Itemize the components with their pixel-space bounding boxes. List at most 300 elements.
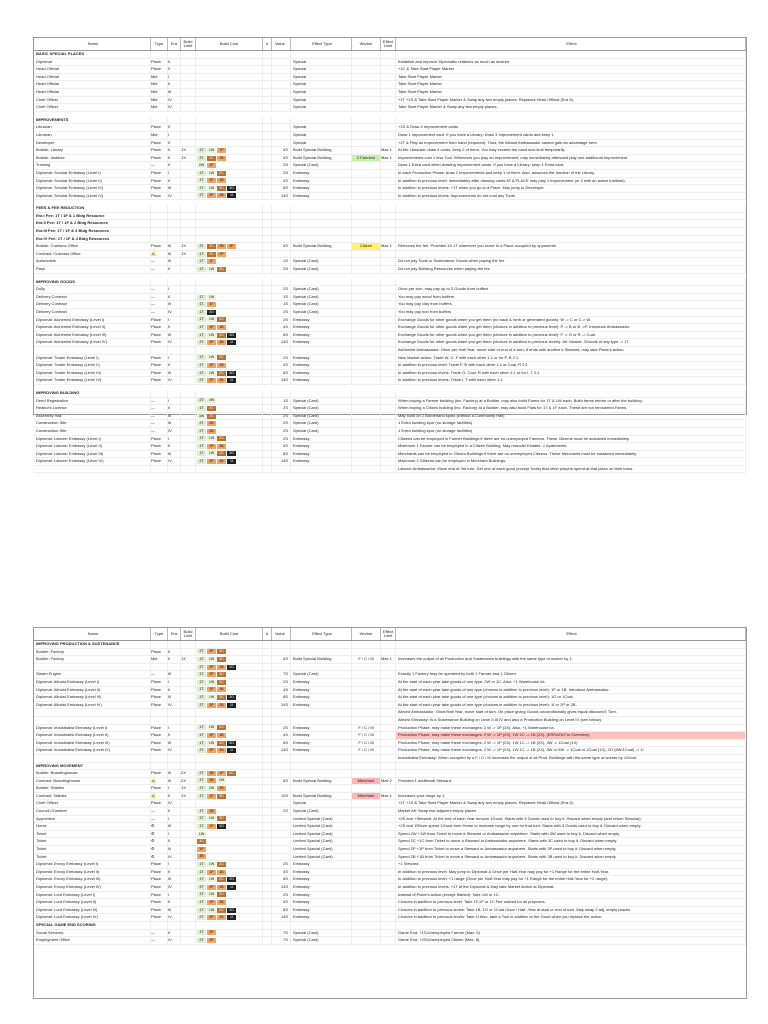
cell-worker bbox=[352, 258, 381, 265]
cell-limit bbox=[181, 892, 196, 899]
cell-value: 14S bbox=[272, 702, 291, 709]
cost-chip: 1T bbox=[197, 930, 206, 935]
cell-cost bbox=[196, 243, 263, 250]
table-row bbox=[34, 140, 746, 148]
cell-effect-type: Embassy bbox=[291, 170, 352, 177]
cell-value bbox=[272, 236, 291, 243]
cell-limit bbox=[181, 717, 196, 724]
cell-limit: 1X bbox=[181, 155, 196, 162]
cost-chip: 1I bbox=[227, 915, 236, 920]
cell-type: — bbox=[151, 286, 168, 293]
cell-worker bbox=[352, 466, 381, 473]
cell-hash bbox=[263, 816, 272, 823]
cell-value bbox=[272, 641, 291, 648]
cell-worker bbox=[352, 413, 381, 420]
cell-name: Builder: Factory bbox=[34, 656, 151, 663]
cost-chip: 1B bbox=[217, 178, 226, 183]
cell-value: 2S bbox=[272, 170, 291, 177]
cell-era: IV bbox=[168, 800, 181, 807]
cell-effect-limit bbox=[381, 362, 396, 369]
cell-hash bbox=[263, 458, 272, 465]
cell-effect-type: Embassy bbox=[291, 869, 352, 876]
cell-value bbox=[272, 770, 291, 777]
cost-chip: 1T bbox=[197, 295, 206, 300]
cell-type: Place bbox=[151, 377, 168, 384]
cell-value bbox=[272, 81, 291, 88]
cost-chip: 2B bbox=[217, 915, 226, 920]
cell-limit bbox=[181, 279, 196, 286]
cell-hash bbox=[263, 436, 272, 443]
cell-type: Place bbox=[151, 907, 168, 914]
cell-limit bbox=[181, 937, 196, 944]
cell-era bbox=[168, 709, 181, 716]
cell-effect: In addition to previous levels: Trade O, Coal, R with each other 1:1 or for I, T 2:1 bbox=[396, 370, 746, 377]
cell-type: Mkt bbox=[151, 104, 168, 111]
cost-chip: 2C bbox=[217, 171, 226, 176]
cell-effect: Spend 2W +1W from Ticket to move a Steward or Ambassador anywhere. Starts with 3W used to buy it. Discard when empty. bbox=[396, 831, 746, 838]
table-row bbox=[34, 370, 746, 378]
table-row bbox=[34, 451, 746, 459]
table-row bbox=[34, 937, 746, 945]
cell-name: Diplomat: Alchemist Embassy (Level II) bbox=[34, 324, 151, 331]
cell-cost bbox=[196, 466, 263, 473]
cell-effect-type: Special bbox=[291, 800, 352, 807]
cell-name: Steam Engine bbox=[34, 671, 151, 678]
section-header bbox=[34, 220, 746, 228]
cost-chip: 1P bbox=[207, 178, 216, 183]
cell-cost bbox=[196, 347, 263, 354]
cell-era: 0 bbox=[168, 147, 181, 154]
cost-chip: 2T bbox=[197, 915, 206, 920]
cell-value: 8S bbox=[272, 876, 291, 883]
cell-effect-limit bbox=[381, 170, 396, 177]
cell-worker bbox=[352, 443, 381, 450]
cell-name: Ticket bbox=[34, 838, 151, 845]
cell-effect-type: Limited Special (Card) bbox=[291, 854, 352, 861]
cell-effect: Production Phase, may make these exchanges: 2 W -> 1P (2X), 1W 2C -> 1B (2X). (ERRATA For Overview) bbox=[396, 732, 746, 739]
cell-effect-limit bbox=[381, 876, 396, 883]
cell-effect-type: Special (Card) bbox=[291, 398, 352, 405]
table-row bbox=[34, 301, 746, 309]
cell-value: 8S bbox=[272, 185, 291, 192]
cell-value: 8S bbox=[272, 740, 291, 747]
cell-effect: In addition to previous level: Immediately after drawing cards AT A PLACE may play 1 Improvement (or 2 with an active Institute). bbox=[396, 178, 746, 185]
cell-era: II bbox=[168, 808, 181, 815]
cell-value: 2S bbox=[272, 317, 291, 324]
cell-value: 4S bbox=[272, 362, 291, 369]
cell-effect-type bbox=[291, 390, 352, 397]
cell-effect-limit bbox=[381, 286, 396, 293]
cell-limit: 1X bbox=[181, 243, 196, 250]
cell-worker bbox=[352, 914, 381, 921]
cell-effect-limit bbox=[381, 687, 396, 694]
cell-effect-type: Embassy bbox=[291, 436, 352, 443]
cell-name: Diplomat: Lord Embassy (Level I) bbox=[34, 892, 151, 899]
cell-worker bbox=[352, 324, 381, 331]
cell-worker: F / C / M bbox=[352, 656, 381, 663]
cell-effect-type: Special (Card) bbox=[291, 420, 352, 427]
cell-effect-type: Special (Card) bbox=[291, 930, 352, 937]
cell-effect bbox=[396, 763, 746, 770]
cell-type: Mkt bbox=[151, 97, 168, 104]
cell-hash bbox=[263, 74, 272, 81]
cell-era: I bbox=[168, 831, 181, 838]
cell-name: IMPROVING GOODS bbox=[34, 279, 151, 286]
cell-value bbox=[272, 124, 291, 131]
cell-value bbox=[272, 800, 291, 807]
cell-hash bbox=[263, 132, 272, 139]
cell-type: Place bbox=[151, 702, 168, 709]
cell-worker bbox=[352, 147, 381, 154]
cost-chip: 1W bbox=[208, 725, 215, 730]
cell-hash bbox=[263, 717, 272, 724]
cost-chip: 1T bbox=[197, 302, 206, 307]
cell-hash bbox=[263, 185, 272, 192]
table-row bbox=[34, 286, 746, 294]
cost-chip: 1W bbox=[208, 332, 215, 337]
cell-hash bbox=[263, 147, 272, 154]
cell-cost bbox=[196, 413, 263, 420]
cell-limit bbox=[181, 838, 196, 845]
cell-worker bbox=[352, 671, 381, 678]
cost-chip: 1T bbox=[197, 809, 206, 814]
cell-hash bbox=[263, 286, 272, 293]
cell-cost bbox=[196, 117, 263, 124]
cell-limit bbox=[181, 816, 196, 823]
cell-name: Builder: Factory bbox=[34, 649, 151, 656]
cell-cost bbox=[196, 170, 263, 177]
cell-value bbox=[272, 89, 291, 96]
cell-value: 2S bbox=[272, 861, 291, 868]
cell-type bbox=[151, 922, 168, 929]
cost-chip: 1W bbox=[208, 877, 215, 882]
cell-effect-type bbox=[291, 117, 352, 124]
cell-value: 4S bbox=[272, 899, 291, 906]
table-row bbox=[34, 147, 746, 155]
cell-era: IV bbox=[168, 458, 181, 465]
cell-value: 2S bbox=[272, 286, 291, 293]
cell-cost bbox=[196, 876, 263, 883]
cell-hash bbox=[263, 892, 272, 899]
cell-hash bbox=[263, 823, 272, 830]
cell-limit bbox=[181, 170, 196, 177]
cell-worker bbox=[352, 808, 381, 815]
cell-limit bbox=[181, 51, 196, 58]
cost-chip: 1T bbox=[197, 333, 206, 338]
cell-type bbox=[151, 755, 168, 762]
cell-worker bbox=[352, 763, 381, 770]
cell-effect bbox=[396, 649, 746, 656]
cell-era: IV bbox=[168, 104, 181, 111]
cell-worker bbox=[352, 294, 381, 301]
cell-era bbox=[168, 205, 181, 212]
cell-era: III bbox=[168, 740, 181, 747]
cell-effect-limit bbox=[381, 755, 396, 762]
table-row bbox=[34, 170, 746, 178]
cell-worker bbox=[352, 816, 381, 823]
table-row bbox=[34, 155, 746, 163]
cell-worker bbox=[352, 892, 381, 899]
cell-effect: +1C & Take Start Player Marker bbox=[396, 66, 746, 73]
cost-chip: 2P bbox=[207, 665, 216, 670]
cell-worker bbox=[352, 869, 381, 876]
cell-type: Place bbox=[151, 332, 168, 339]
table-row bbox=[34, 823, 746, 831]
section-header bbox=[34, 279, 746, 287]
cell-value: 1S bbox=[272, 258, 291, 265]
cost-chip: 1T bbox=[197, 687, 206, 692]
cell-effect: Exchange Goods for other goods when you get them (choices in addition to previous level): P -> B or B ->P. Introduce Ambassador. bbox=[396, 324, 746, 331]
cell-era bbox=[168, 390, 181, 397]
cell-limit bbox=[181, 220, 196, 227]
cell-type: — bbox=[151, 930, 168, 937]
cell-effect-limit bbox=[381, 355, 396, 362]
cell-name: Diplomat: Envoy Embassy (Level II) bbox=[34, 869, 151, 876]
cell-worker bbox=[352, 717, 381, 724]
cell-effect-type: Embassy bbox=[291, 732, 352, 739]
cell-era: IV bbox=[168, 702, 181, 709]
cell-effect-limit bbox=[381, 694, 396, 701]
cell-effect-type: Limited Special (Card) bbox=[291, 816, 352, 823]
header-desc: Effect bbox=[396, 628, 746, 640]
cell-era bbox=[168, 347, 181, 354]
cost-chip: 1W bbox=[198, 831, 205, 836]
cell-worker bbox=[352, 428, 381, 435]
cost-chip: 2P bbox=[207, 915, 216, 920]
cell-name: Diplomat: Industrialist Embassy (Level III) bbox=[34, 740, 151, 747]
cell-name: Diplomat: Envoy Embassy (Level III) bbox=[34, 876, 151, 883]
cost-chip: 2B bbox=[217, 748, 226, 753]
cost-chip: 3O bbox=[227, 333, 236, 338]
cost-chip: 1W bbox=[208, 185, 215, 190]
cell-limit bbox=[181, 309, 196, 316]
cell-value: 7S bbox=[272, 930, 291, 937]
cost-chip: 1T bbox=[197, 267, 206, 272]
cost-chip: 1T bbox=[197, 657, 206, 662]
cell-effect-type: Embassy bbox=[291, 443, 352, 450]
cost-chip: 1W bbox=[208, 656, 215, 661]
cell-era: II bbox=[168, 443, 181, 450]
cell-worker bbox=[352, 702, 381, 709]
cell-limit bbox=[181, 755, 196, 762]
cost-chip: 1B bbox=[217, 325, 226, 330]
cell-effect-limit bbox=[381, 132, 396, 139]
cell-era bbox=[168, 641, 181, 648]
cell-cost bbox=[196, 831, 263, 838]
header-cost: Build Cost bbox=[196, 628, 263, 640]
cell-era bbox=[168, 279, 181, 286]
table-row bbox=[34, 266, 746, 274]
cost-chip: 1P bbox=[207, 824, 216, 829]
table-row bbox=[34, 309, 746, 317]
cell-name: Automobile bbox=[34, 258, 151, 265]
cell-hash bbox=[263, 258, 272, 265]
cell-cost bbox=[196, 370, 263, 377]
cell-era: I bbox=[168, 785, 181, 792]
cell-effect-limit bbox=[381, 458, 396, 465]
cell-effect-limit bbox=[381, 413, 396, 420]
cell-type: — bbox=[151, 405, 168, 412]
cell-effect-limit bbox=[381, 763, 396, 770]
header-limit: Build Limit bbox=[181, 38, 196, 50]
cost-chip: 1P bbox=[207, 444, 216, 449]
cell-era: III bbox=[168, 823, 181, 830]
cell-type: Place bbox=[151, 185, 168, 192]
cell-value: 4S bbox=[272, 732, 291, 739]
cell-effect: In addition to previous levels: +1T when you go to a Place. May jump to Developer. bbox=[396, 185, 746, 192]
cell-effect-type: Embassy bbox=[291, 884, 352, 891]
cost-chip: 2B bbox=[207, 429, 216, 434]
cost-chip: 2P bbox=[207, 938, 216, 943]
cell-hash bbox=[263, 155, 272, 162]
header-elimit: Effect Limit bbox=[381, 628, 396, 640]
table-row bbox=[34, 702, 746, 710]
cell-worker bbox=[352, 317, 381, 324]
cell-type: Place bbox=[151, 687, 168, 694]
cell-cost bbox=[196, 778, 263, 785]
cell-worker bbox=[352, 436, 381, 443]
cell-value: 14S bbox=[272, 747, 291, 754]
cell-effect-limit bbox=[381, 679, 396, 686]
cell-worker: 2 Farmers bbox=[352, 155, 381, 162]
cell-era: II bbox=[168, 649, 181, 656]
cell-hash bbox=[263, 332, 272, 339]
cell-cost bbox=[196, 74, 263, 81]
cell-hash bbox=[263, 466, 272, 473]
cell-type bbox=[151, 763, 168, 770]
cell-value bbox=[272, 347, 291, 354]
cell-value: 8S bbox=[272, 694, 291, 701]
cost-chip: 1P bbox=[207, 870, 216, 875]
cell-effect-type: Build Special Building bbox=[291, 147, 352, 154]
cell-effect-type: Build Special Building bbox=[291, 243, 352, 250]
cell-limit bbox=[181, 74, 196, 81]
cell-type: ✍ bbox=[151, 793, 168, 800]
cell-limit bbox=[181, 823, 196, 830]
cell-type: Place bbox=[151, 892, 168, 899]
cell-hash bbox=[263, 390, 272, 397]
cell-effect: 1 Extra building spot (no storage facilities) bbox=[396, 420, 746, 427]
cell-effect: +2S and +Steward. At the end of each Year remove 1Good. Starts with 3 Goods used to buy it. Discard when empty (and return Steward). bbox=[396, 816, 746, 823]
cell-effect-type bbox=[291, 755, 352, 762]
cell-limit bbox=[181, 702, 196, 709]
cell-era: II bbox=[168, 162, 181, 169]
cell-hash bbox=[263, 251, 272, 258]
cell-type: Place bbox=[151, 770, 168, 777]
cell-cost bbox=[196, 309, 263, 316]
cell-effect bbox=[396, 785, 746, 792]
cell-name: Diplomat: Lord Embassy (Level II) bbox=[34, 899, 151, 906]
cell-effect: Maximum 2 Citizens can be employed in Merchant Buildings. bbox=[396, 458, 746, 465]
cell-type: ✍ bbox=[151, 778, 168, 785]
cell-type: ⚙ bbox=[151, 838, 168, 845]
cell-worker bbox=[352, 899, 381, 906]
cell-era: IV bbox=[168, 937, 181, 944]
table-row bbox=[34, 930, 746, 938]
cell-limit bbox=[181, 854, 196, 861]
cell-name: Horse bbox=[34, 823, 151, 830]
cost-chip: 1T bbox=[197, 325, 206, 330]
cell-effect: Production Phase, may make these exchanges: 2 W -> 1P (3X). Also, +1 Warehouse lot. bbox=[396, 725, 746, 732]
cost-chip: 1T bbox=[197, 824, 206, 829]
cell-worker bbox=[352, 838, 381, 845]
cell-era bbox=[168, 717, 181, 724]
cell-limit bbox=[181, 178, 196, 185]
cell-name bbox=[34, 709, 151, 716]
cell-era bbox=[168, 664, 181, 671]
cell-worker: F / C / M bbox=[352, 732, 381, 739]
table-row bbox=[34, 162, 746, 170]
cell-effect-type bbox=[291, 770, 352, 777]
cost-chip: 2P bbox=[207, 649, 216, 654]
cell-limit bbox=[181, 664, 196, 671]
cell-cost bbox=[196, 420, 263, 427]
cell-era: III bbox=[168, 332, 181, 339]
cell-cost bbox=[196, 869, 263, 876]
cell-worker bbox=[352, 420, 381, 427]
cost-chip: 3C bbox=[217, 267, 226, 272]
cell-hash bbox=[263, 420, 272, 427]
cell-effect-type: Embassy bbox=[291, 339, 352, 346]
cost-chip: 1W bbox=[208, 907, 215, 912]
cell-name: Diplomat: Alchemist Embassy (Level IV) bbox=[34, 339, 151, 346]
cell-cost bbox=[196, 656, 263, 663]
cell-type: Place bbox=[151, 436, 168, 443]
cell-hash bbox=[263, 702, 272, 709]
cell-worker bbox=[352, 104, 381, 111]
cell-limit bbox=[181, 132, 196, 139]
cell-cost bbox=[196, 709, 263, 716]
cost-chip: 3O bbox=[227, 695, 236, 700]
cost-chip: 1F bbox=[207, 259, 216, 264]
cell-worker bbox=[352, 687, 381, 694]
cell-era bbox=[168, 213, 181, 220]
cell-type: Place bbox=[151, 732, 168, 739]
cell-hash bbox=[263, 732, 272, 739]
cell-name: Contract: Customs Office bbox=[34, 251, 151, 258]
cell-effect-limit bbox=[381, 641, 396, 648]
cell-cost bbox=[196, 193, 263, 200]
cost-chip: 2T bbox=[197, 378, 206, 383]
cell-value: 8S bbox=[272, 907, 291, 914]
section-header bbox=[34, 117, 746, 125]
cell-value: 2S bbox=[272, 309, 291, 316]
cell-effect-type: Special (Card) bbox=[291, 309, 352, 316]
cell-era: II bbox=[168, 869, 181, 876]
cell-worker bbox=[352, 390, 381, 397]
cost-chip: 3C bbox=[217, 649, 226, 654]
cell-effect-limit bbox=[381, 193, 396, 200]
cost-chip: 1P bbox=[217, 771, 226, 776]
cell-worker bbox=[352, 205, 381, 212]
cell-effect-limit bbox=[381, 717, 396, 724]
cost-chip: 1I bbox=[227, 885, 236, 890]
cost-chip: 2C bbox=[207, 252, 216, 257]
cell-hash bbox=[263, 97, 272, 104]
cell-effect-type: Build Special Building bbox=[291, 656, 352, 663]
cost-chip: 1P bbox=[207, 325, 216, 330]
cost-chip: 1T bbox=[197, 900, 206, 905]
cell-name: IMPROVING BUILDING bbox=[34, 390, 151, 397]
cell-era: I bbox=[168, 436, 181, 443]
section-header bbox=[34, 213, 746, 221]
cell-hash bbox=[263, 656, 272, 663]
cell-effect-limit bbox=[381, 808, 396, 815]
cell-effect-type bbox=[291, 251, 352, 258]
table-row bbox=[34, 793, 746, 801]
cell-cost bbox=[196, 732, 263, 739]
cell-effect-type bbox=[291, 279, 352, 286]
